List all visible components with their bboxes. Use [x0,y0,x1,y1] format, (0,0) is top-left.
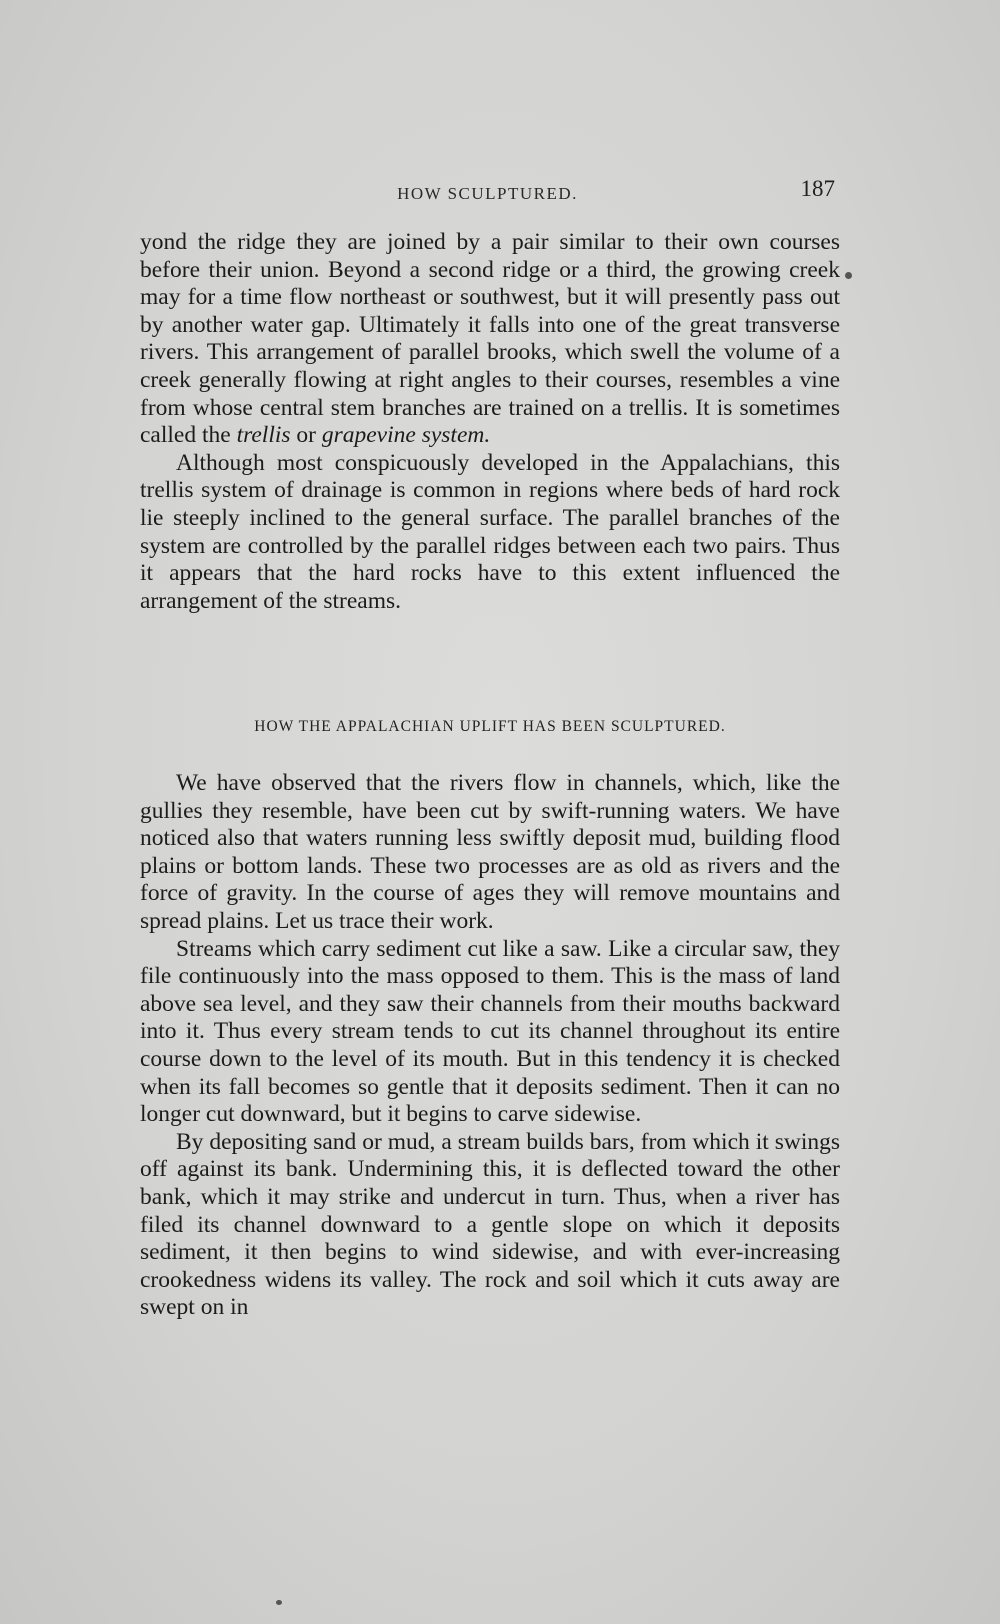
text-block-upper [140,229,840,615]
paragraph-continued [140,229,840,450]
italic-term-trellis: trellis [236,422,291,449]
paragraph-text-or: or [290,422,322,449]
paragraph-text: yond the ridge they are joined by a pair similar to their own courses before their union. Beyond a second ridge or a third, the growing creek may for a time flow northeast or southwest, but it will presently pass out by another water gap. Ultimately it falls into one of the great transverse rivers. This arrangement of parallel brooks, which swell the volume of a creek generally flowing at right angles to their courses, resembles a vine from whose central stem branches are trained on a trellis. It is sometimes called the [140,229,840,449]
paragraph: We have observed that the rivers flow in channels, which, like the gullies they resemble, have been cut by swift-running waters. We have noticed also that waters running less swiftly deposit mud, building flood plains or bottom lands. These two processes are as old as rivers and the force of gravity. In the course of ages they will remove mountains and spread plains. Let us trace their work. [140,770,840,934]
paragraph: By depositing sand or mud, a stream builds bars, from which it swings off against its bank. Undermining this, it is deflected toward the other bank, which it may strike and undercut in turn. Thus, when a river has filed its channel downward to a gentle slope on which it deposits sediment, it then begins to wind sidewise, and with ever-increasing crookedness widens its valley. The rock and soil which it cuts away are swept on in [140,1128,840,1321]
page-number: 187 [800,176,835,201]
section-heading: HOW THE APPALACHIAN UPLIFT HAS BEEN SCULPTURED. [254,718,726,735]
running-head [140,172,835,212]
paper-speck [845,272,852,279]
paper-speck [276,1600,282,1605]
paragraph: Although most conspicuously developed in the Appalachians, this trellis system of drainage is common in regions where beds of hard rock lie steeply inclined to the general surface. The parallel branches of the system are controlled by the parallel ridges between each two pairs. Thus it appears that the hard rocks have to this extent influenced the arrangement of the streams. [140,449,840,614]
italic-term-grapevine: grapevine system. [321,422,491,449]
running-title: HOW SCULPTURED. [397,184,578,203]
text-block-lower [140,770,840,1322]
paragraph: Streams which carry sediment cut like a saw. Like a circular saw, they file continuously into the mass opposed to them. This is the mass of land above sea level, and they saw their channels from their mouths backward into it. Thus every stream tends to cut its channel throughout its entire course down to the level of its mouth. But in this tendency it is checked when its fall becomes so gentle that it deposits sediment. Then it can no longer cut downward, but it begins to carve sidewise. [140,935,840,1128]
